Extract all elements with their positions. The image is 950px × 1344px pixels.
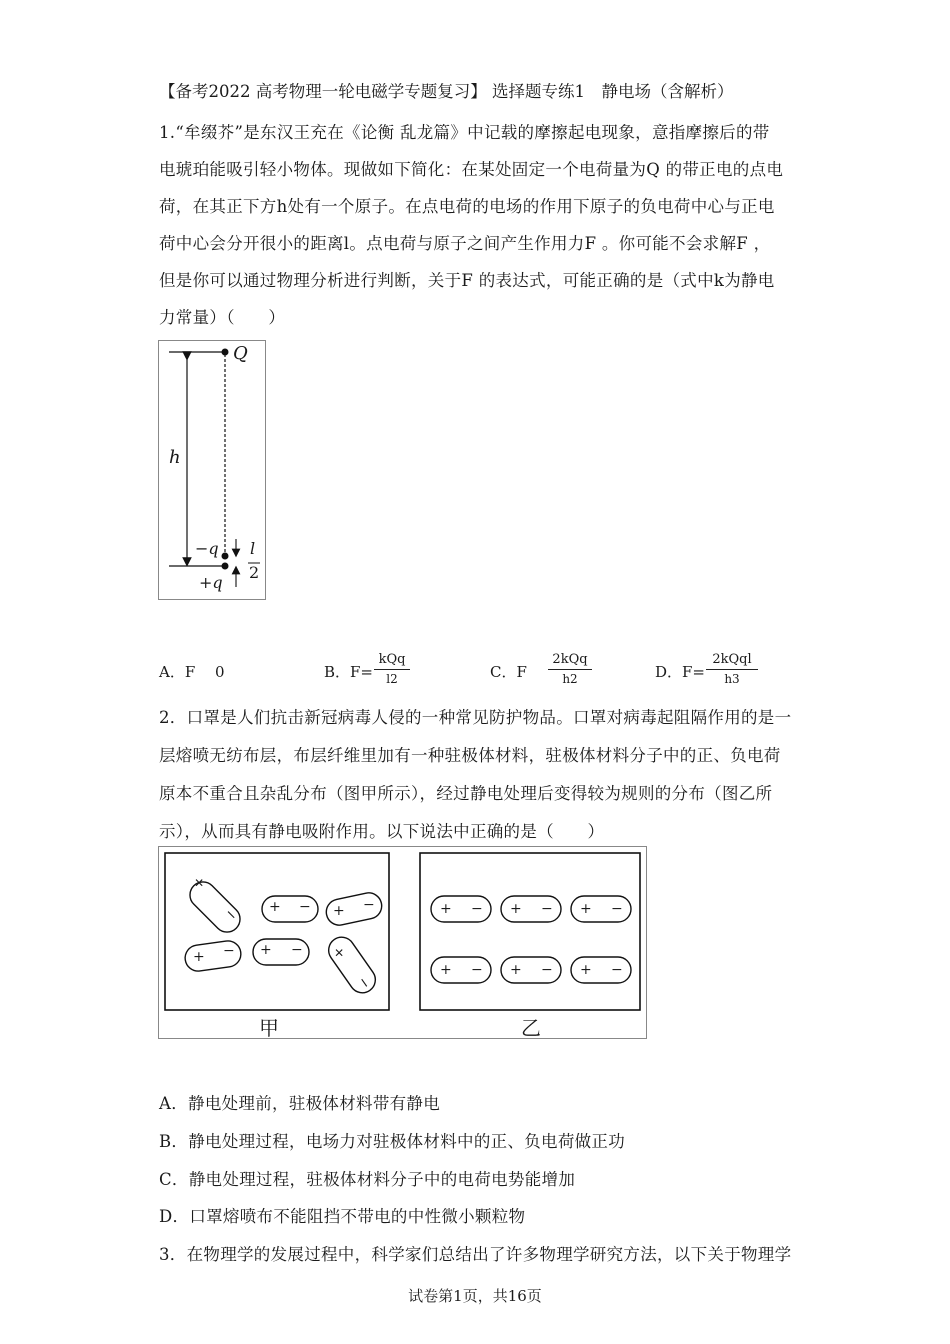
q2-option-b: B．静电处理过程，电场力对驻极体材料中的正、负电荷做正功 <box>159 1132 626 1151</box>
minus-sign: − <box>471 962 483 978</box>
page-footer: 试卷第1页，共16页 <box>408 1287 542 1305</box>
q2-caption-left: 甲 <box>259 1016 279 1040</box>
q1-option-b-numerator: kQq <box>374 652 410 670</box>
plus-sign: + <box>440 901 452 917</box>
plus-sign: + <box>189 873 209 893</box>
q3-text-line: 3．在物理学的发展过程中，科学家们总结出了许多物理学研究方法，以下关于物理学 <box>159 1245 792 1264</box>
q1-option-c-numerator: 2kQq <box>548 652 592 670</box>
q1-option-c-denominator: h2 <box>562 672 578 686</box>
q1-label-h: h <box>169 447 181 468</box>
plus-sign: + <box>260 942 272 958</box>
q2-option-a: A．静电处理前，驻极体材料带有静电 <box>159 1094 441 1113</box>
q1-label-Q: Q <box>233 343 248 364</box>
q2-text-line: 2．口罩是人们抗击新冠病毒人侵的一种常见防护物品。口罩对病毒起阻隔作用的是一 <box>159 708 792 727</box>
plus-sign: + <box>329 943 349 963</box>
q1-text-line: 力常量）（ ） <box>159 308 286 327</box>
q1-charge-pos-dot <box>222 563 229 570</box>
minus-sign: − <box>611 901 623 917</box>
minus-sign: − <box>299 899 311 915</box>
q2-text-line: 原本不重合且杂乱分布（图甲所示），经过静电处理后变得较为规则的分布（图乙所 <box>159 784 773 803</box>
q1-label-neg-q: −q <box>195 539 219 558</box>
q2-option-c: C．静电处理过程，驻极体材料分子中的电荷电势能增加 <box>159 1170 576 1189</box>
q1-text-line: 1.“牟缀芥”是东汉王充在《论衡 乱龙篇》中记载的摩擦起电现象，意指摩擦后的带 <box>159 123 770 142</box>
q1-option-c-fraction <box>548 652 592 686</box>
q2-figure <box>158 846 647 1039</box>
q1-option-c-label: C．F <box>490 663 527 681</box>
q1-option-a: A．F 0 <box>159 663 225 681</box>
minus-sign: − <box>221 905 241 925</box>
q1-label-pos-q: +q <box>199 573 223 592</box>
plus-sign: + <box>333 903 345 919</box>
plus-sign: + <box>580 901 592 917</box>
document-title: 【备考2022 高考物理一轮电磁学专题复习】 选择题专练1 静电场（含解析） <box>159 82 734 101</box>
dipole-capsule <box>324 932 381 998</box>
minus-sign: − <box>471 901 483 917</box>
q1-figure <box>158 340 266 600</box>
q1-option-d-label: D．F= <box>655 663 706 681</box>
q2-option-d: D．口罩熔喷布不能阻挡不带电的中性微小颗粒物 <box>159 1207 526 1226</box>
minus-sign: − <box>611 962 623 978</box>
q1-option-d-numerator: 2kQql <box>706 652 758 670</box>
minus-sign: − <box>223 943 235 959</box>
plus-sign: + <box>510 901 522 917</box>
q1-option-b-fraction <box>374 652 410 686</box>
q1-figure-drawing <box>159 341 265 599</box>
q1-text-line: 电琥珀能吸引轻小物体。现做如下简化：在某处固定一个电荷量为Q 的带正电的点电 <box>159 160 784 179</box>
plus-sign: + <box>193 949 205 965</box>
q1-option-b-denominator: l2 <box>386 672 398 686</box>
plus-sign: + <box>580 962 592 978</box>
q1-charge-Q-dot <box>222 349 229 356</box>
minus-sign: − <box>291 942 303 958</box>
minus-sign: − <box>541 901 553 917</box>
q1-text-line: 荷，在其正下方h处有一个原子。在点电荷的电场的作用下原子的负电荷中心与正电 <box>159 197 775 216</box>
plus-sign: + <box>440 962 452 978</box>
q1-option-d-fraction <box>706 652 758 686</box>
minus-sign: − <box>363 897 375 913</box>
q2-text-line: 层熔喷无纺布层，布层纤维里加有一种驻极体材料，驻极体材料分子中的正、负电荷 <box>159 746 781 765</box>
plus-sign: + <box>510 962 522 978</box>
q1-charge-neg-dot <box>222 553 229 560</box>
q1-label-l: l <box>250 539 256 558</box>
minus-sign: − <box>353 973 374 993</box>
minus-sign: − <box>541 962 553 978</box>
q1-label-two: 2 <box>249 563 260 582</box>
q1-text-line: 但是你可以通过物理分析进行判断，关于F 的表达式，可能正确的是（式中k为静电 <box>159 271 775 290</box>
q2-right-box <box>420 853 640 1010</box>
q2-caption-right: 乙 <box>521 1016 541 1040</box>
q1-text-line: 荷中心会分开很小的距离l。点电荷与原子之间产生作用力F 。你可能不会求解F ， <box>159 234 771 253</box>
q2-text-line: 示），从而具有静电吸附作用。以下说法中正确的是（ ） <box>159 822 605 841</box>
q1-option-b-label: B．F= <box>324 663 373 681</box>
q1-option-d-denominator: h3 <box>724 672 740 686</box>
plus-sign: + <box>269 899 281 915</box>
